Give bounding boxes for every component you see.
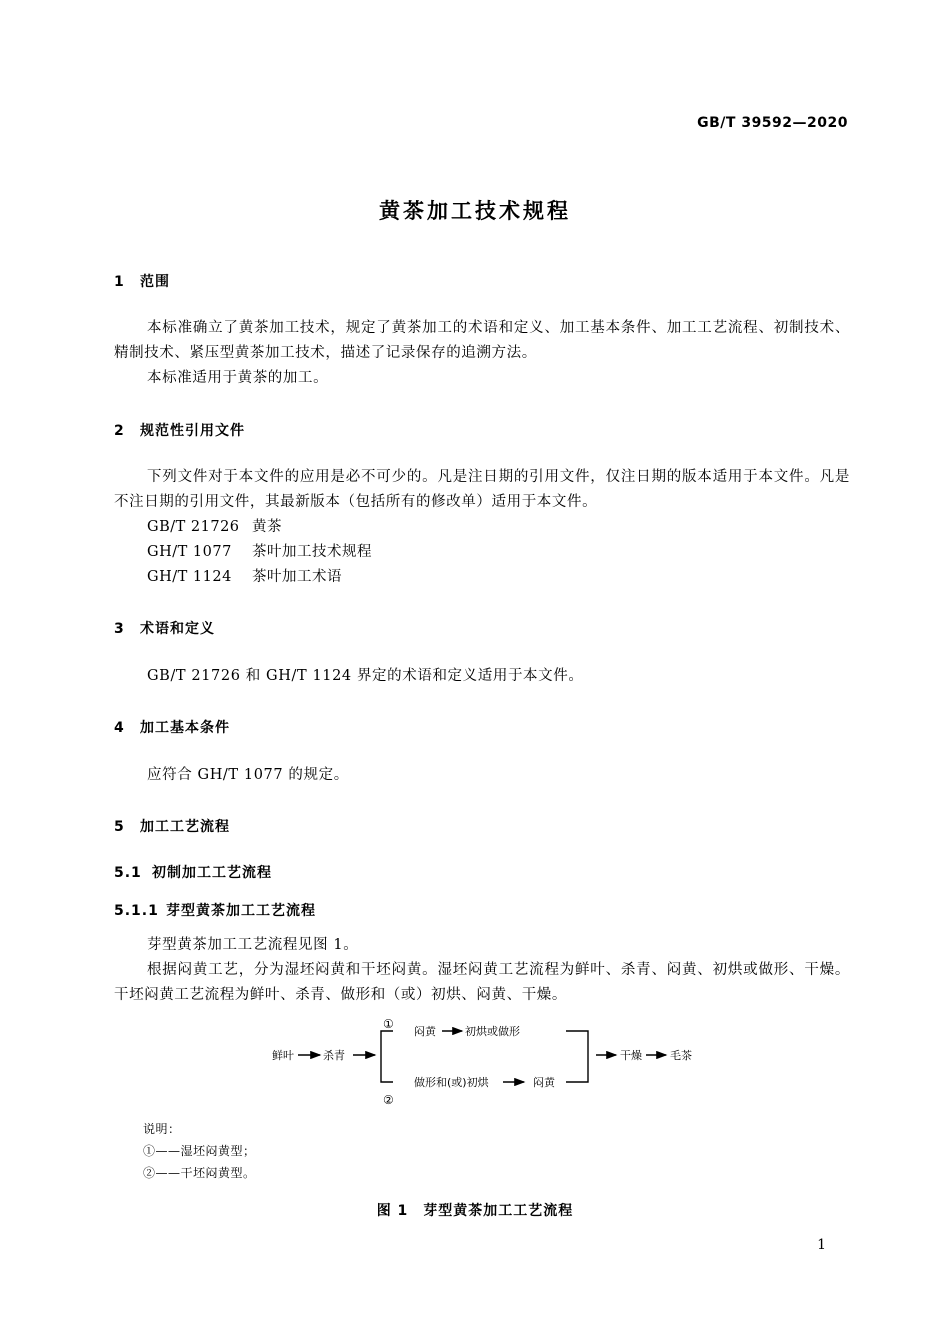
node-final-drying: 干燥 — [620, 1049, 642, 1062]
section-title: 范围 — [140, 274, 170, 290]
section-number: 5.1 — [114, 865, 142, 881]
legend-title: 说明： — [143, 1122, 181, 1136]
flow-reference-paragraph: 芽型黄茶加工工艺流程见图 1。 — [147, 937, 359, 953]
section-title: 加工工艺流程 — [140, 819, 230, 835]
references-intro: 下列文件对于本文件的应用是必不可少的。凡是注日期的引用文件，仅注日期的版本适用于本文件。凡是不注日期的引用文件，其最新版本（包括所有的修改单）适用于本文件。 — [114, 469, 850, 510]
left-bracket — [381, 1031, 393, 1082]
node-drying-or-shaping: 初烘或做形 — [465, 1025, 520, 1038]
page-number: 1 — [817, 1237, 826, 1253]
node-fixing: 杀青 — [323, 1049, 345, 1062]
reference-name: 茶叶加工技术规程 — [252, 544, 372, 560]
node-shaping-and-drying: 做形和(或)初烘 — [414, 1076, 489, 1089]
document-title: 黄茶加工技术规程 — [379, 199, 571, 223]
section-title: 芽型黄茶加工工艺流程 — [166, 903, 316, 919]
node-yellowing-1: 闷黄 — [414, 1025, 436, 1038]
reference-code: GH/T 1124 — [147, 569, 232, 585]
legend-item: ①——湿坯闷黄型； — [143, 1144, 256, 1158]
section-number: 3 — [114, 621, 125, 637]
standard-code: GB/T 39592—2020 — [697, 115, 848, 131]
reference-code: GB/T 21726 — [147, 519, 240, 535]
section-number: 5 — [114, 819, 125, 835]
section-number: 1 — [114, 274, 125, 290]
section-number: 5.1.1 — [114, 903, 159, 919]
terms-paragraph: GB/T 21726 和 GH/T 1124 界定的术语和定义适用于本文件。 — [147, 668, 584, 684]
figure-caption: 图 1 芽型黄茶加工工艺流程 — [376, 1203, 574, 1219]
section-number: 2 — [114, 423, 125, 439]
section-title: 加工基本条件 — [140, 720, 230, 736]
legend-item: ②——干坯闷黄型。 — [143, 1166, 256, 1180]
branch-1-marker: ① — [383, 1017, 394, 1031]
conditions-paragraph: 应符合 GH/T 1077 的规定。 — [147, 767, 349, 783]
scope-paragraph-2: 本标准适用于黄茶的加工。 — [147, 370, 329, 386]
section-number: 4 — [114, 720, 125, 736]
reference-name: 茶叶加工术语 — [252, 569, 342, 585]
reference-code: GH/T 1077 — [147, 544, 232, 560]
reference-name: 黄茶 — [252, 519, 282, 535]
scope-paragraph-1: 本标准确立了黄茶加工技术，规定了黄茶加工的术语和定义、加工基本条件、加工工艺流程、初制技术、精制技术、紧压型黄茶加工技术，描述了记录保存的追溯方法。 — [114, 320, 850, 361]
section-title: 初制加工工艺流程 — [152, 865, 272, 881]
flow-description-paragraph: 根据闷黄工艺，分为湿坯闷黄和干坯闷黄。湿坯闷黄工艺流程为鲜叶、杀青、闷黄、初烘或做形、干燥。干坯闷黄工艺流程为鲜叶、杀青、做形和（或）初烘、闷黄、干燥。 — [114, 962, 850, 1003]
node-fresh-leaf: 鲜叶 — [272, 1049, 294, 1062]
branch-2-marker: ② — [383, 1093, 394, 1107]
node-yellowing-2: 闷黄 — [533, 1076, 555, 1089]
node-crude-tea: 毛茶 — [670, 1049, 692, 1062]
right-bracket — [566, 1031, 588, 1082]
section-title: 规范性引用文件 — [140, 423, 245, 439]
section-title: 术语和定义 — [140, 621, 215, 637]
